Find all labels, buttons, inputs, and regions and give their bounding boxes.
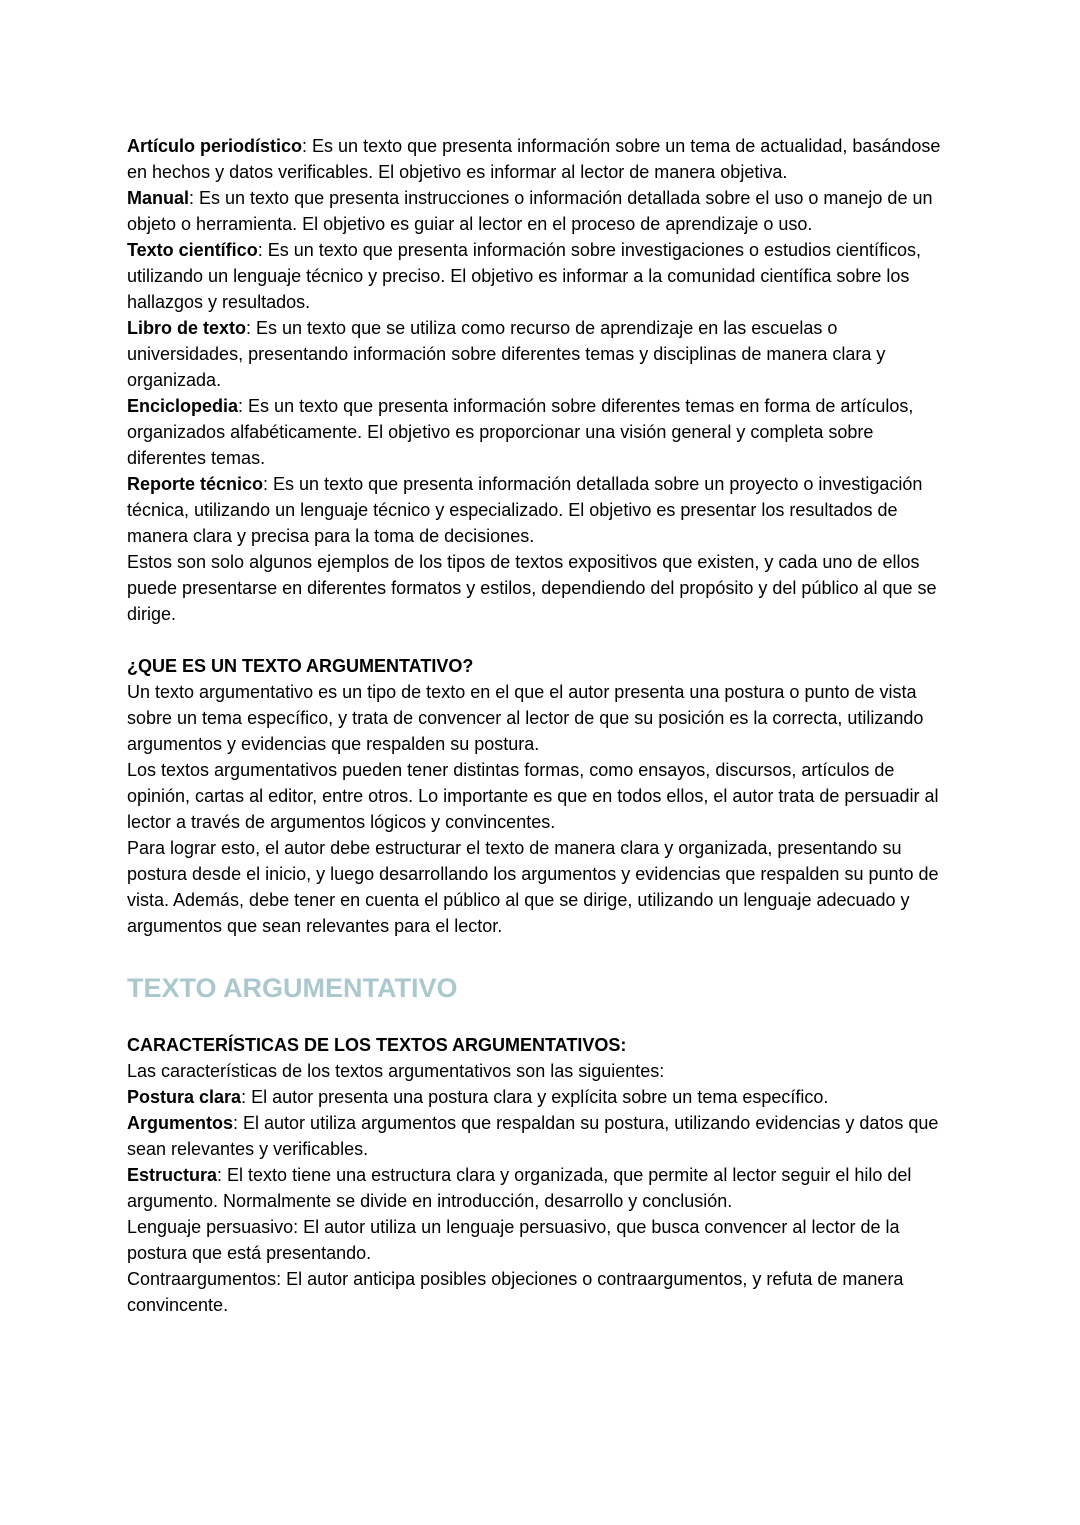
paragraph-manual (127, 185, 951, 237)
paragraph-estructura (127, 1162, 951, 1214)
paragraph-texto-cientifico (127, 237, 951, 315)
paragraph-formas-argumentativo: Los textos argumentativos pueden tener distintas formas, como ensayos, discursos, artículos de opinión, cartas al editor, entre otros. Lo importante es que en todos ellos, el autor trata de persuadir al lector a través de argumentos lógicos y convincentes. (127, 760, 939, 832)
term-label: Artículo periodístico (127, 136, 303, 156)
term-definition: : Es un texto que se utiliza como recurso de aprendizaje en las escuelas o universidades, presentando información sobre diferentes temas y disciplinas de manera clara y organizada. (127, 318, 886, 390)
term-definition: : Es un texto que presenta instrucciones o información detallada sobre el uso o manejo de un objeto o herramienta. El objetivo es guiar al lector en el proceso de aprendizaje o uso. (127, 188, 933, 234)
paragraph-contraargumentos: Contraargumentos: El autor anticipa posibles objeciones o contraargumentos, y refuta de manera convincente. (127, 1269, 904, 1315)
term-definition: : Es un texto que presenta información detallada sobre un proyecto o investigación técnica, utilizando un lenguaje técnico y especializado. El objetivo es presentar los resultados de manera clara y precisa para la toma de decisiones. (127, 474, 923, 546)
paragraph-definicion-argumentativo: Un texto argumentativo es un tipo de texto en el que el autor presenta una postura o punto de vista sobre un tema específico, y trata de convencer al lector de que su posición es la correcta, utilizando argumentos y evidencias que respalden su postura. (127, 682, 924, 754)
term-label: Enciclopedia (127, 396, 239, 416)
section-heading-caracteristicas: CARACTERÍSTICAS DE LOS TEXTOS ARGUMENTATIVOS: (127, 1035, 627, 1055)
paragraph-caracteristicas-intro: Las características de los textos argumentativos son las siguientes: (127, 1061, 665, 1081)
term-label: Libro de texto (127, 318, 247, 338)
term-definition: : El texto tiene una estructura clara y organizada, que permite al lector seguir el hilo del argumento. Normalmente se divide en introducción, desarrollo y conclusión. (127, 1165, 912, 1211)
paragraph-articulo-periodistico (127, 133, 951, 185)
page-title-texto-argumentativo: TEXTO ARGUMENTATIVO (127, 973, 458, 1003)
paragraph-postura-clara (127, 1084, 951, 1110)
term-definition: : Es un texto que presenta información sobre un tema de actualidad, basándose en hechos y datos verificables. El objetivo es informar al lector de manera objetiva. (127, 136, 941, 182)
section-heading-que-es-texto-argumentativo: ¿QUE ES UN TEXTO ARGUMENTATIVO? (127, 656, 474, 676)
paragraph-libro-de-texto (127, 315, 951, 393)
term-label: Argumentos (127, 1113, 234, 1133)
term-definition: : El autor utiliza argumentos que respaldan su postura, utilizando evidencias y datos que sean relevantes y verificables. (127, 1113, 939, 1159)
document-page (127, 133, 951, 1318)
paragraph-argumentos (127, 1110, 951, 1162)
term-definition: : Es un texto que presenta información sobre investigaciones o estudios científicos, utilizando un lenguaje técnico y preciso. El objetivo es informar a la comunidad científica sobre los hallazgos y resultados. (127, 240, 922, 312)
term-label: Manual (127, 188, 190, 208)
paragraph-intro-note: Estos son solo algunos ejemplos de los tipos de textos expositivos que existen, y cada uno de ellos puede presentarse en diferentes formatos y estilos, dependiendo del propósito y del público al que se dirige. (127, 552, 937, 624)
paragraph-reporte-tecnico (127, 471, 951, 549)
paragraph-estructura-argumentativo: Para lograr esto, el autor debe estructurar el texto de manera clara y organizada, presentando su postura desde el inicio, y luego desarrollando los argumentos y evidencias que respalden su punto de vista. Además, debe tener en cuenta el público al que se dirige, utilizando un lenguaje adecuado y argumentos que sean relevantes para el lector. (127, 838, 939, 936)
term-definition: : Es un texto que presenta información sobre diferentes temas en forma de artículos, organizados alfabéticamente. El objetivo es proporcionar una visión general y completa sobre diferentes temas. (127, 396, 914, 468)
term-definition: : El autor presenta una postura clara y explícita sobre un tema específico. (241, 1087, 829, 1107)
paragraph-lenguaje-persuasivo: Lenguaje persuasivo: El autor utiliza un lenguaje persuasivo, que busca convencer al lector de la postura que está presentando. (127, 1217, 900, 1263)
paragraph-enciclopedia (127, 393, 951, 471)
term-label: Reporte técnico (127, 474, 264, 494)
term-label: Postura clara (127, 1087, 242, 1107)
term-label: Texto científico (127, 240, 258, 260)
term-label: Estructura (127, 1165, 218, 1185)
